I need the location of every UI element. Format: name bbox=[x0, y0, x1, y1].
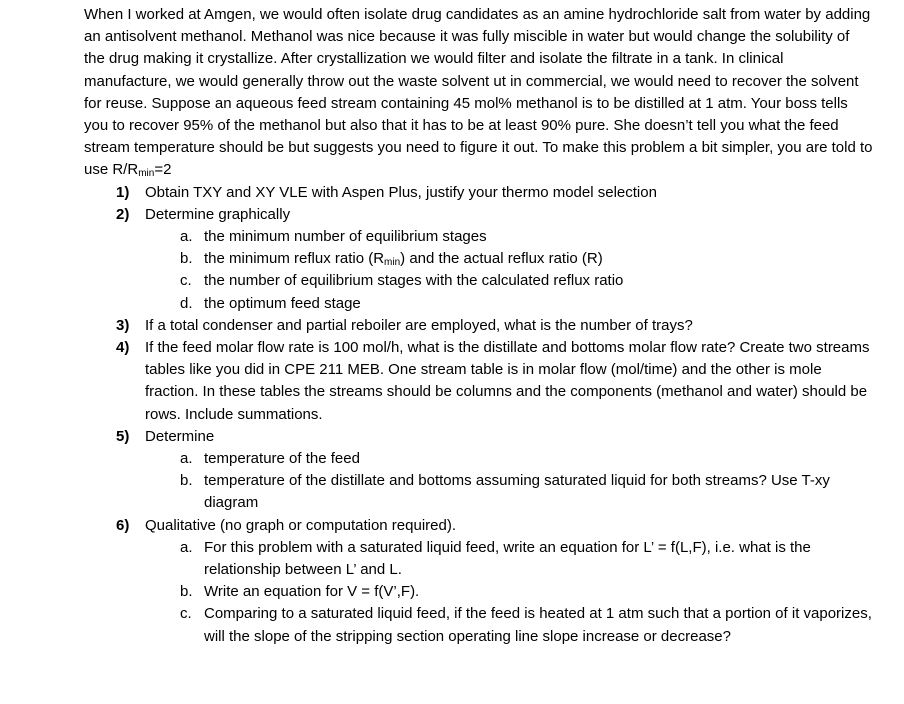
question-2c bbox=[84, 270, 874, 292]
subitem-text: the minimum number of equilibrium stages bbox=[204, 228, 487, 246]
rmin-subscript: min bbox=[384, 257, 401, 269]
question-2b bbox=[84, 248, 874, 270]
subitem-letter: d. bbox=[180, 294, 193, 312]
subitem-letter: b. bbox=[180, 583, 193, 601]
question-1 bbox=[84, 182, 874, 204]
question-text: Obtain TXY and XY VLE with Aspen Plus, justify your thermo model selection bbox=[145, 183, 657, 201]
question-2a bbox=[84, 226, 874, 248]
question-6 bbox=[84, 515, 874, 537]
subitem-letter: c. bbox=[180, 605, 192, 623]
subitem-text: the number of equilibrium stages with the calculated reflux ratio bbox=[204, 272, 624, 290]
subitem-text bbox=[204, 250, 603, 267]
subitem-letter: a. bbox=[180, 450, 193, 468]
question-6a bbox=[84, 537, 874, 581]
question-6c bbox=[84, 603, 874, 647]
subitem-letter: b. bbox=[180, 250, 193, 268]
question-2d bbox=[84, 293, 874, 315]
ratio-value: =2 bbox=[154, 161, 172, 179]
question-text: Qualitative (no graph or computation required). bbox=[145, 516, 457, 534]
intro-text: When I worked at Amgen, we would often isolate drug candidates as an amine hydrochloride salt from water by adding an antisolvent methanol. Methanol was nice because it was fully miscible in water but would change the solubility of the drug making it crystallize. After crystallization we would filter and isolate the filtrate in a tank. In clinical manufacture, we would generally throw out the waste solvent ut in commercial, we would need to recover the solvent for reuse. Suppose an aqueous feed stream containing 45 mol% methanol is to be distilled at 1 atm. Your boss tells you to recover 95% of the methanol but also that it has to be at least 90% pure. She doesn’t tell you what the feed stream temperature should be but suggests you need to figure it out. To make this problem a bit simpler, you are told to use R/R bbox=[84, 6, 873, 179]
question-number: 1) bbox=[116, 183, 130, 201]
question-3 bbox=[84, 315, 874, 337]
question-5 bbox=[84, 426, 874, 448]
subitem-text: the optimum feed stage bbox=[204, 294, 361, 312]
subitem-text: Write an equation for V = f(V’,F). bbox=[204, 583, 420, 601]
subitem-letter: c. bbox=[180, 272, 192, 290]
question-5a bbox=[84, 448, 874, 470]
subitem-text: temperature of the feed bbox=[204, 450, 360, 468]
question-4 bbox=[84, 337, 874, 426]
question-number: 4) bbox=[116, 339, 130, 357]
question-number: 5) bbox=[116, 427, 130, 445]
question-text: Determine bbox=[145, 427, 215, 445]
subitem-text-pre: the minimum reflux ratio (R bbox=[204, 250, 385, 268]
subitem-letter: a. bbox=[180, 228, 193, 246]
question-number: 6) bbox=[116, 516, 130, 534]
question-number: 2) bbox=[116, 205, 130, 223]
question-2 bbox=[84, 204, 874, 226]
question-text: If the feed molar flow rate is 100 mol/h, what is the distillate and bottoms molar flow rate? Create two streams tables like you did in CPE 211 MEB. One stream table is in molar flow (mol/time) and the other is mole fraction. In these tables the streams should be columns and the components (methanol and water) should be rows. Include summations. bbox=[145, 339, 870, 423]
subitem-letter: a. bbox=[180, 538, 193, 556]
rmin-subscript: min bbox=[138, 168, 155, 180]
question-text: Determine graphically bbox=[145, 205, 291, 223]
subitem-text-post: ) and the actual reflux ratio (R) bbox=[400, 250, 603, 268]
question-text: If a total condenser and partial reboiler are employed, what is the number of trays? bbox=[145, 316, 693, 334]
subitem-text: Comparing to a saturated liquid feed, if the feed is heated at 1 atm such that a portion of it vaporizes, will the slope of the stripping section operating line slope increase or decrease? bbox=[204, 605, 872, 645]
subitem-text: temperature of the distillate and bottoms assuming saturated liquid for both streams? Use T-xy diagram bbox=[204, 472, 830, 512]
subitem-letter: b. bbox=[180, 472, 193, 490]
intro-paragraph bbox=[84, 4, 874, 182]
question-5b bbox=[84, 470, 874, 514]
question-number: 3) bbox=[116, 316, 130, 334]
question-6b bbox=[84, 581, 874, 603]
subitem-text: For this problem with a saturated liquid feed, write an equation for L’ = f(L,F), i.e. what is the relationship between L’ and L. bbox=[204, 538, 811, 579]
